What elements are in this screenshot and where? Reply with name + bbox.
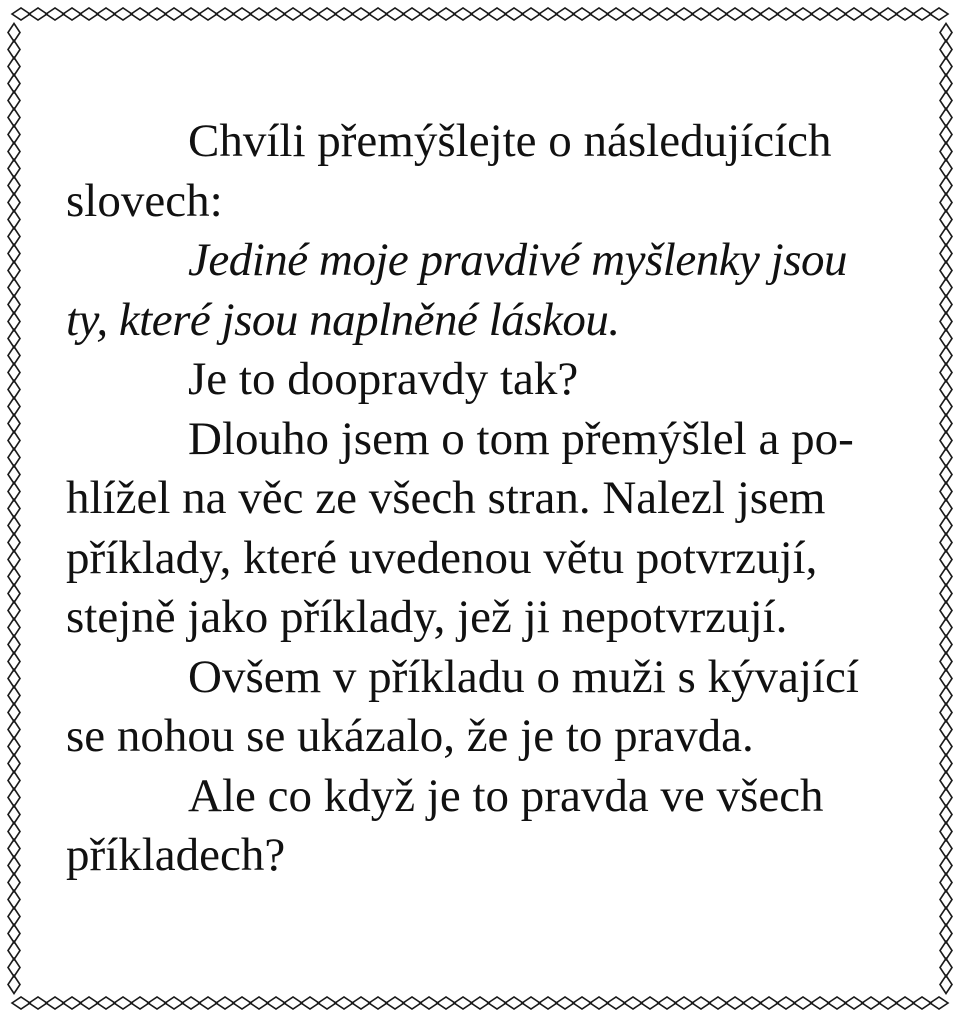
- border-diamond: [862, 997, 880, 1009]
- border-diamond: [845, 997, 863, 1009]
- border-diamond: [8, 483, 20, 501]
- border-diamond: [556, 997, 574, 1009]
- border-diamond: [940, 58, 952, 76]
- border-diamond: [505, 8, 523, 20]
- border-diamond: [148, 997, 166, 1009]
- border-diamond: [658, 997, 676, 1009]
- border-diamond: [940, 75, 952, 93]
- border-diamond: [437, 8, 455, 20]
- border-diamond: [879, 8, 897, 20]
- border-diamond: [284, 8, 302, 20]
- border-diamond: [641, 8, 659, 20]
- border-diamond: [8, 976, 20, 994]
- border-diamond: [8, 228, 20, 246]
- border-diamond: [29, 8, 47, 20]
- border-diamond: [940, 211, 952, 229]
- border-diamond: [940, 92, 952, 110]
- border-diamond: [8, 245, 20, 263]
- border-diamond: [940, 160, 952, 178]
- border-diamond: [940, 432, 952, 450]
- border-diamond: [658, 8, 676, 20]
- text-line: hlížel na věc ze všech stran. Nalezl jsem: [66, 472, 826, 524]
- border-diamond: [940, 653, 952, 671]
- border-diamond: [940, 976, 952, 994]
- text-block: [66, 112, 896, 886]
- text-line: se nohou se ukázalo, že je to pravda.: [66, 710, 754, 762]
- border-diamond: [940, 330, 952, 348]
- border-diamond: [8, 704, 20, 722]
- border-diamond: [8, 58, 20, 76]
- border-diamond: [940, 823, 952, 841]
- border-diamond: [131, 997, 149, 1009]
- border-diamond: [131, 8, 149, 20]
- border-diamond: [522, 997, 540, 1009]
- border-diamond: [8, 687, 20, 705]
- border-diamond: [12, 8, 30, 20]
- border-diamond: [940, 738, 952, 756]
- border-diamond: [930, 997, 948, 1009]
- border-diamond: [8, 534, 20, 552]
- border-diamond: [590, 997, 608, 1009]
- border-diamond: [8, 500, 20, 518]
- border-diamond: [539, 997, 557, 1009]
- border-diamond: [940, 874, 952, 892]
- text-line: příkladech?: [66, 829, 286, 881]
- border-diamond: [8, 585, 20, 603]
- border-diamond: [8, 143, 20, 161]
- border-diamond: [352, 997, 370, 1009]
- border-diamond: [692, 997, 710, 1009]
- border-diamond: [930, 8, 948, 20]
- border-diamond: [114, 997, 132, 1009]
- border-diamond: [624, 8, 642, 20]
- border-diamond: [940, 415, 952, 433]
- border-diamond: [369, 8, 387, 20]
- border-diamond: [437, 997, 455, 1009]
- text-line: Dlouho jsem o tom přemýšlel a po-: [188, 412, 854, 465]
- border-diamond: [420, 8, 438, 20]
- border-diamond: [454, 8, 472, 20]
- text-line-italic: Jediné moje pravdivé myšlenky jsou: [188, 234, 848, 286]
- border-diamond: [8, 823, 20, 841]
- border-diamond: [845, 8, 863, 20]
- border-diamond: [267, 8, 285, 20]
- border-diamond: [165, 8, 183, 20]
- border-diamond: [940, 228, 952, 246]
- border-diamond: [8, 755, 20, 773]
- border-diamond: [940, 551, 952, 569]
- border-diamond: [940, 772, 952, 790]
- border-diamond: [940, 755, 952, 773]
- border-diamond: [811, 8, 829, 20]
- border-diamond: [940, 500, 952, 518]
- text-line: příklady, které uvedenou větu potvrzují,: [66, 531, 818, 584]
- border-diamond: [8, 908, 20, 926]
- border-diamond: [828, 997, 846, 1009]
- border-diamond: [80, 8, 98, 20]
- border-diamond: [8, 840, 20, 858]
- border-diamond: [471, 8, 489, 20]
- border-diamond: [940, 585, 952, 603]
- border-diamond: [8, 517, 20, 535]
- border-diamond: [8, 551, 20, 569]
- text-line-italic: ty, které jsou naplněné láskou.: [66, 293, 620, 346]
- border-diamond: [8, 466, 20, 484]
- border-diamond: [8, 126, 20, 144]
- border-diamond: [940, 942, 952, 960]
- border-diamond: [8, 211, 20, 229]
- border-diamond: [940, 670, 952, 688]
- border-diamond: [8, 194, 20, 212]
- border-diamond: [675, 997, 693, 1009]
- border-diamond: [940, 24, 952, 42]
- border-diamond: [97, 8, 115, 20]
- border-diamond: [46, 8, 64, 20]
- border-diamond: [8, 449, 20, 467]
- text-line: stejně jako příklady, jež ji nepotvrzují.: [66, 591, 788, 643]
- border-diamond: [522, 8, 540, 20]
- border-diamond: [896, 8, 914, 20]
- border-diamond: [913, 997, 931, 1009]
- border-diamond: [8, 602, 20, 620]
- border-diamond: [726, 8, 744, 20]
- text-line: Chvíli přemýšlejte o následujících: [188, 115, 832, 167]
- border-diamond: [420, 997, 438, 1009]
- border-diamond: [777, 997, 795, 1009]
- text-line: Ale co když je to pravda ve všech: [188, 769, 824, 822]
- border-diamond: [318, 8, 336, 20]
- border-diamond: [940, 245, 952, 263]
- border-diamond: [940, 891, 952, 909]
- border-diamond: [284, 997, 302, 1009]
- border-diamond: [573, 997, 591, 1009]
- border-diamond: [828, 8, 846, 20]
- border-diamond: [8, 347, 20, 365]
- text-line: Je to doopravdy tak?: [188, 353, 579, 405]
- border-diamond: [940, 109, 952, 127]
- border-diamond: [940, 398, 952, 416]
- border-diamond: [8, 381, 20, 399]
- border-diamond: [8, 24, 20, 42]
- border-diamond: [940, 925, 952, 943]
- border-diamond: [573, 8, 591, 20]
- border-diamond: [777, 8, 795, 20]
- border-diamond: [386, 997, 404, 1009]
- border-diamond: [940, 959, 952, 977]
- border-diamond: [940, 687, 952, 705]
- border-diamond: [8, 772, 20, 790]
- border-diamond: [335, 997, 353, 1009]
- border-diamond: [267, 997, 285, 1009]
- border-diamond: [940, 534, 952, 552]
- border-diamond: [940, 381, 952, 399]
- border-diamond: [80, 997, 98, 1009]
- border-diamond: [8, 789, 20, 807]
- border-diamond: [940, 41, 952, 59]
- border-diamond: [471, 997, 489, 1009]
- border-diamond: [386, 8, 404, 20]
- border-diamond: [743, 997, 761, 1009]
- border-diamond: [692, 8, 710, 20]
- border-diamond: [8, 568, 20, 586]
- border-diamond: [940, 908, 952, 926]
- border-diamond: [454, 997, 472, 1009]
- border-diamond: [607, 8, 625, 20]
- border-diamond: [940, 840, 952, 858]
- border-diamond: [233, 997, 251, 1009]
- border-diamond: [8, 857, 20, 875]
- border-diamond: [940, 857, 952, 875]
- border-diamond: [940, 177, 952, 195]
- border-diamond: [8, 432, 20, 450]
- border-diamond: [8, 296, 20, 314]
- border-diamond: [216, 8, 234, 20]
- border-diamond: [63, 997, 81, 1009]
- border-diamond: [8, 75, 20, 93]
- border-diamond: [641, 997, 659, 1009]
- border-diamond: [8, 313, 20, 331]
- border-diamond: [97, 997, 115, 1009]
- border-diamond: [940, 483, 952, 501]
- border-diamond: [590, 8, 608, 20]
- border-diamond: [940, 704, 952, 722]
- border-diamond: [301, 8, 319, 20]
- border-diamond: [165, 997, 183, 1009]
- border-diamond: [369, 997, 387, 1009]
- border-diamond: [556, 8, 574, 20]
- border-diamond: [8, 891, 20, 909]
- border-diamond: [940, 296, 952, 314]
- border-diamond: [794, 997, 812, 1009]
- border-diamond: [940, 806, 952, 824]
- border-diamond: [488, 997, 506, 1009]
- border-diamond: [8, 364, 20, 382]
- border-diamond: [8, 92, 20, 110]
- border-diamond: [811, 997, 829, 1009]
- border-diamond: [675, 8, 693, 20]
- border-diamond: [940, 364, 952, 382]
- border-diamond: [940, 143, 952, 161]
- border-diamond: [403, 8, 421, 20]
- border-diamond: [335, 8, 353, 20]
- border-diamond: [940, 449, 952, 467]
- border-diamond: [539, 8, 557, 20]
- border-diamond: [8, 942, 20, 960]
- border-diamond: [896, 997, 914, 1009]
- border-diamond: [233, 8, 251, 20]
- border-diamond: [913, 8, 931, 20]
- border-diamond: [940, 313, 952, 331]
- border-diamond: [29, 997, 47, 1009]
- border-diamond: [216, 997, 234, 1009]
- border-diamond: [709, 8, 727, 20]
- border-diamond: [8, 636, 20, 654]
- border-diamond: [607, 997, 625, 1009]
- border-diamond: [709, 997, 727, 1009]
- border-diamond: [760, 997, 778, 1009]
- border-diamond: [8, 653, 20, 671]
- border-diamond: [8, 619, 20, 637]
- border-diamond: [940, 789, 952, 807]
- border-diamond: [182, 8, 200, 20]
- border-diamond: [940, 466, 952, 484]
- border-diamond: [63, 8, 81, 20]
- border-diamond: [148, 8, 166, 20]
- border-diamond: [940, 194, 952, 212]
- border-diamond: [250, 8, 268, 20]
- border-diamond: [403, 997, 421, 1009]
- border-diamond: [940, 126, 952, 144]
- border-diamond: [318, 997, 336, 1009]
- text-line: slovech:: [66, 174, 223, 227]
- border-diamond: [940, 721, 952, 739]
- border-diamond: [8, 738, 20, 756]
- border-diamond: [8, 959, 20, 977]
- border-diamond: [114, 8, 132, 20]
- border-diamond: [250, 997, 268, 1009]
- border-diamond: [879, 997, 897, 1009]
- border-diamond: [940, 568, 952, 586]
- border-diamond: [726, 997, 744, 1009]
- border-diamond: [794, 8, 812, 20]
- border-diamond: [624, 997, 642, 1009]
- border-diamond: [940, 262, 952, 280]
- border-diamond: [760, 8, 778, 20]
- border-diamond: [12, 997, 30, 1009]
- border-diamond: [352, 8, 370, 20]
- border-diamond: [940, 347, 952, 365]
- border-diamond: [940, 279, 952, 297]
- border-diamond: [8, 415, 20, 433]
- border-diamond: [8, 925, 20, 943]
- border-diamond: [8, 279, 20, 297]
- border-diamond: [8, 806, 20, 824]
- border-diamond: [8, 262, 20, 280]
- border-diamond: [199, 8, 217, 20]
- border-diamond: [8, 721, 20, 739]
- border-diamond: [8, 177, 20, 195]
- border-diamond: [8, 160, 20, 178]
- border-diamond: [488, 8, 506, 20]
- border-diamond: [862, 8, 880, 20]
- border-diamond: [8, 398, 20, 416]
- border-diamond: [46, 997, 64, 1009]
- border-diamond: [8, 874, 20, 892]
- border-diamond: [940, 517, 952, 535]
- text-line: Ovšem v příkladu o muži s kývající: [188, 650, 859, 703]
- border-diamond: [505, 997, 523, 1009]
- border-diamond: [743, 8, 761, 20]
- border-diamond: [301, 997, 319, 1009]
- border-diamond: [8, 670, 20, 688]
- border-diamond: [940, 636, 952, 654]
- border-diamond: [199, 997, 217, 1009]
- border-diamond: [182, 997, 200, 1009]
- border-diamond: [8, 109, 20, 127]
- border-diamond: [8, 41, 20, 59]
- border-diamond: [8, 330, 20, 348]
- border-diamond: [940, 619, 952, 637]
- border-diamond: [940, 602, 952, 620]
